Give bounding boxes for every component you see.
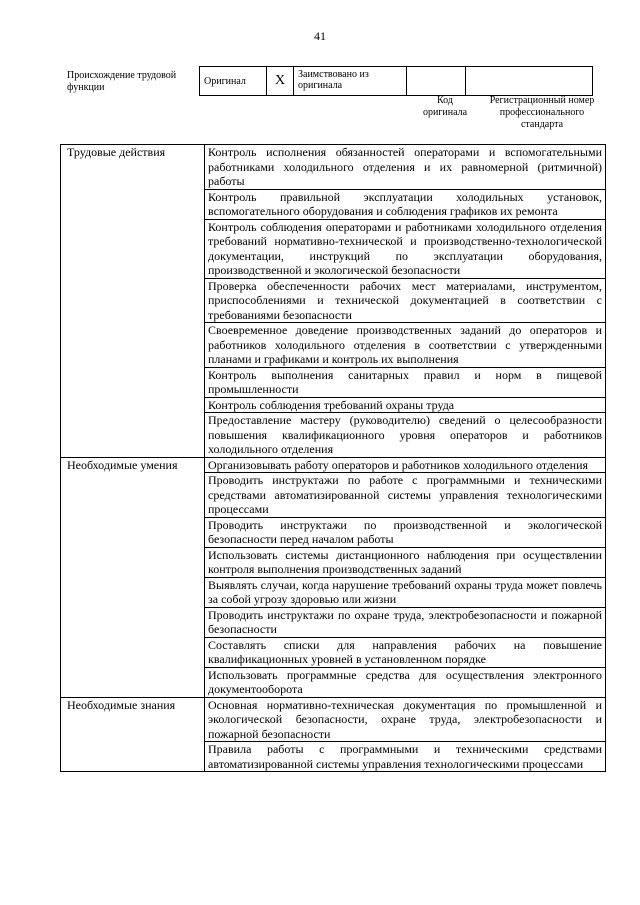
- section-item: Использовать программные средства для осуществления электронного документооборота: [205, 667, 606, 697]
- section-title: Необходимые умения: [61, 457, 205, 697]
- section-item: Контроль соблюдения требований охраны труда: [205, 397, 606, 413]
- section-item: Использовать системы дистанционного наблюдения при осуществлении контроля выполнения производственных заданий: [205, 547, 606, 577]
- function-table: [60, 144, 606, 772]
- table-row: [61, 145, 606, 190]
- section-item: Предоставление мастеру (руководителю) сведений о целесообразности повышения квалификационного уровня операторов и работников холодильного отделения: [205, 413, 606, 458]
- section-item: Основная нормативно-техническая документация по промышленной и экологической безопасности, охране труда, электробезопасности и пожарной безопасности: [205, 697, 606, 742]
- original-cell: Оригинал: [200, 67, 267, 96]
- section-item: Контроль исполнения обязанностей операторами и вспомогательными работниками холодильного отделения и их равномерной (ритмичной) работы: [205, 145, 606, 190]
- section-item: Организовывать работу операторов и работников холодильного отделения: [205, 457, 606, 473]
- page-number: 41: [314, 29, 326, 43]
- section-item: Правила работы с программными и техническими средствами автоматизированной системы управления технологическими процессами: [205, 742, 606, 772]
- origin-label: Происхождение трудовой функции: [67, 70, 177, 93]
- section-item: Выявлять случаи, когда нарушение требований охраны труда может повлечь за собой угрозу здоровью или жизни: [205, 577, 606, 607]
- section-title: Необходимые знания: [61, 697, 205, 772]
- section-item: Контроль соблюдения операторами и работниками холодильного отделения требований нормативно-технической и производственно-технологической документации, инструкций по эксплуатации оборудования, производственной и экологической безопасности: [205, 219, 606, 278]
- code-caption: Код оригинала: [422, 95, 468, 118]
- original-mark: X: [267, 67, 294, 96]
- borrowed-cell: Заимствовано из оригинала: [294, 67, 407, 96]
- section-item: Проводить инструктажи по работе с программными и техническими средствами автоматизированной системы управления технологическими процессами: [205, 473, 606, 518]
- reg-number-caption: Регистрационный номер профессионального стандарта: [489, 95, 595, 130]
- section-item: Проверка обеспеченности рабочих мест материалами, инструментом, приспособлениями и технической документацией в соответствии с требованиями безопасности: [205, 278, 606, 323]
- origin-table: [199, 66, 593, 96]
- section-title: Трудовые действия: [61, 145, 205, 458]
- section-item: Составлять списки для направления рабочих на повышение квалификационных уровней в установленном порядке: [205, 637, 606, 667]
- section-item: Проводить инструктажи по охране труда, электробезопасности и пожарной безопасности: [205, 607, 606, 637]
- table-row: [61, 457, 606, 473]
- table-row: [61, 697, 606, 742]
- section-item: Проводить инструктажи по производственной и экологической безопасности перед началом работы: [205, 517, 606, 547]
- section-item: Контроль правильной эксплуатации холодильных установок, вспомогательного оборудования и соблюдения графиков их ремонта: [205, 189, 606, 219]
- section-item: Своевременное доведение производственных заданий до операторов и работников холодильного отделения в соответствии с утвержденными планами и графиками и контроль их выполнения: [205, 323, 606, 368]
- section-item: Контроль выполнения санитарных правил и норм в пищевой промышленности: [205, 367, 606, 397]
- reg-number-cell: [466, 67, 593, 96]
- code-cell: [407, 67, 466, 96]
